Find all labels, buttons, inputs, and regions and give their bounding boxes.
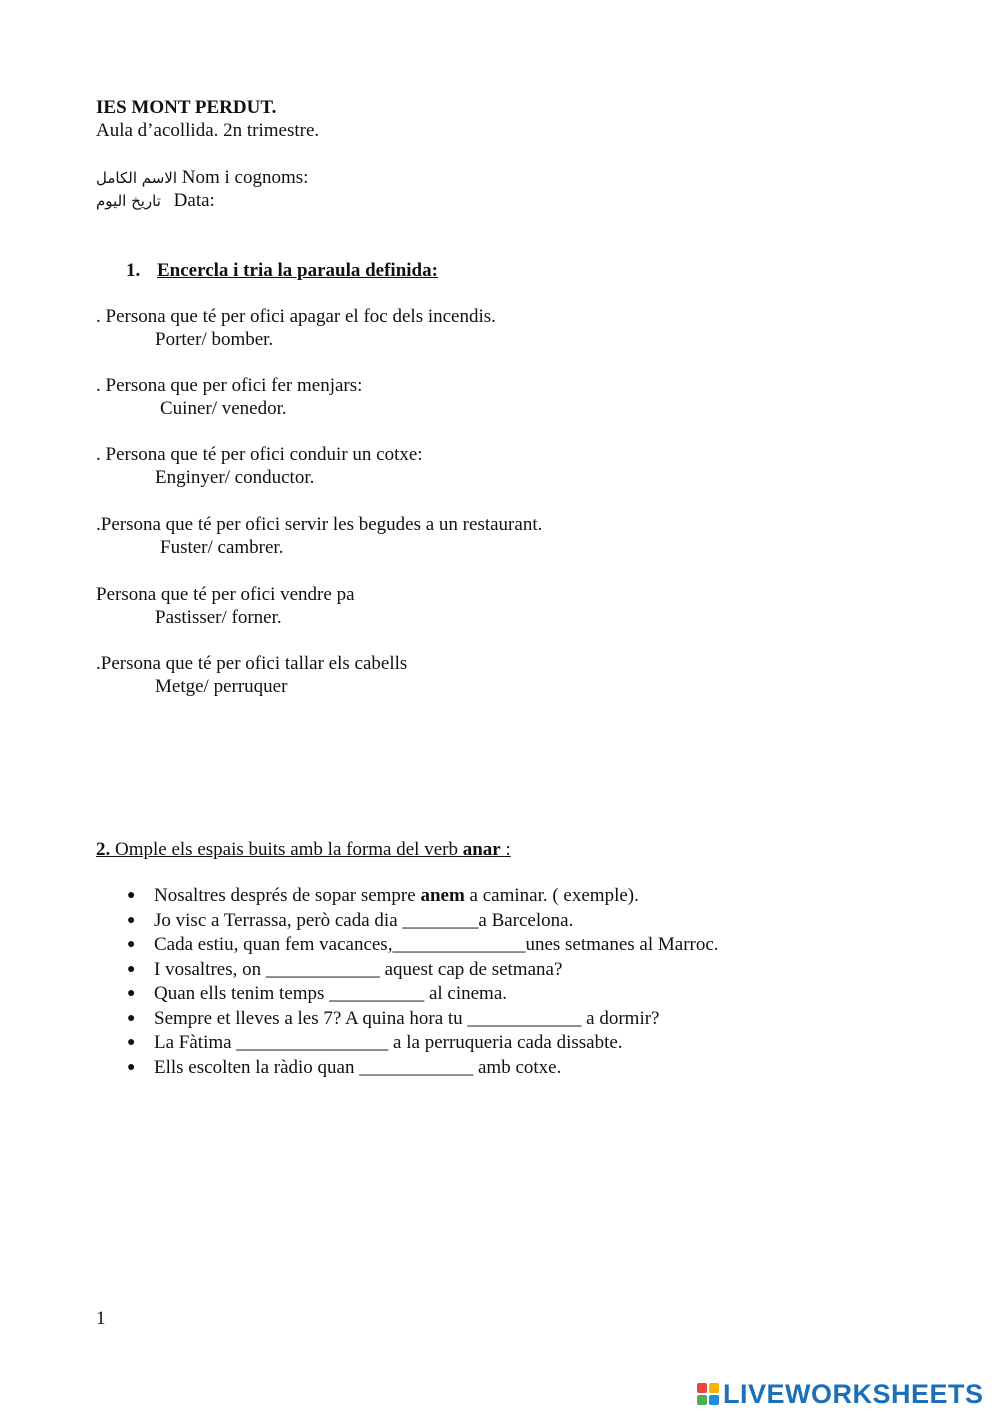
exercise2-colon: : [500, 839, 511, 860]
date-label: Data: [173, 190, 215, 211]
list-item[interactable] [96, 933, 719, 958]
definition-4: .Persona que té per ofici servir les begudes a un restaurant. [96, 514, 543, 535]
definition-1: . Persona que té per ofici apagar el foc dels incendis. [96, 306, 496, 327]
student-name-line [96, 166, 308, 190]
list-item[interactable] [96, 909, 719, 934]
page-number: 1 [96, 1308, 106, 1329]
bullet-icon: ● [127, 1059, 136, 1075]
bullet-icon: ● [127, 937, 136, 952]
options-6[interactable]: Metge/ perruquer [155, 676, 288, 697]
sentence-text[interactable]: Ells escolten la ràdio quan ____________ amb cotxe. [154, 1056, 562, 1078]
sentence-text[interactable]: Quan ells tenim temps __________ al cinema. [154, 983, 508, 1004]
exercise1-heading [126, 259, 438, 282]
logo-blocks-icon [697, 1383, 719, 1405]
name-label: Nom i cognoms: [181, 167, 309, 188]
logo-block-green [697, 1395, 707, 1405]
sentence-text[interactable]: Cada estiu, quan fem vacances,______________unes setmanes al Marroc. [154, 934, 719, 955]
options-2[interactable]: Cuiner/ venedor. [160, 398, 287, 419]
fill-in-list [96, 884, 719, 1080]
sentence-text[interactable]: I vosaltres, on ____________ aquest cap de setmana? [154, 958, 563, 980]
definition-2: . Persona que per ofici fer menjars: [96, 375, 363, 396]
logo-block-red [697, 1383, 707, 1393]
definition-6: .Persona que té per ofici tallar els cabells [96, 653, 408, 674]
list-item[interactable] [96, 1007, 719, 1032]
definition-5: Persona que té per ofici vendre pa [96, 584, 355, 605]
logo-block-blue [709, 1395, 719, 1405]
sentence-text[interactable]: La Fàtima ________________ a la perruqueria cada dissabte. [154, 1032, 623, 1053]
bullet-icon: ● [127, 912, 136, 928]
logo-text: LIVEWORKSHEETS [723, 1378, 984, 1409]
list-item[interactable] [96, 1056, 719, 1081]
list-item[interactable] [96, 1031, 719, 1056]
date-arabic-label: تاريخ اليوم [96, 192, 161, 210]
school-name: IES MONT PERDUT. [96, 97, 277, 118]
exercise2-number: 2. [96, 839, 111, 860]
bullet-icon: ● [127, 1010, 136, 1026]
list-item [96, 884, 719, 909]
sentence-text[interactable]: Sempre et lleves a les 7? A quina hora tu ____________ a dormir? [154, 1007, 660, 1029]
bullet-icon: ● [127, 888, 136, 903]
name-arabic-label: الاسم الكامل [96, 169, 178, 187]
course-info: Aula d’acollida. 2n trimestre. [96, 120, 320, 141]
bullet-icon: ● [127, 986, 136, 1001]
example-after: a caminar. ( exemple). [464, 885, 639, 906]
options-3[interactable]: Enginyer/ conductor. [155, 467, 315, 488]
date-line [96, 189, 215, 213]
exercise2-instruction: Omple els espais buits amb la forma del verb [110, 839, 463, 860]
exercise2-heading [96, 838, 511, 861]
logo-block-yellow [709, 1383, 719, 1393]
example-answer: anem [420, 885, 465, 906]
sentence-text[interactable]: Jo visc a Terrassa, però cada dia ________a Barcelona. [154, 909, 574, 931]
definition-3: . Persona que té per ofici conduir un cotxe: [96, 444, 423, 465]
options-1[interactable]: Porter/ bomber. [155, 329, 274, 350]
list-item[interactable] [96, 982, 719, 1007]
exercise2-verb: anar [462, 839, 501, 860]
liveworksheets-logo[interactable] [697, 1378, 984, 1410]
list-item[interactable] [96, 958, 719, 983]
bullet-icon: ● [127, 961, 136, 977]
bullet-icon: ● [127, 1035, 136, 1050]
exercise1-title: Encercla i tria la paraula definida: [157, 260, 438, 281]
options-4[interactable]: Fuster/ cambrer. [160, 537, 284, 558]
options-5[interactable]: Pastisser/ forner. [155, 607, 282, 628]
exercise1-number: 1. [126, 260, 141, 281]
example-before: Nosaltres després de sopar sempre [154, 885, 421, 906]
